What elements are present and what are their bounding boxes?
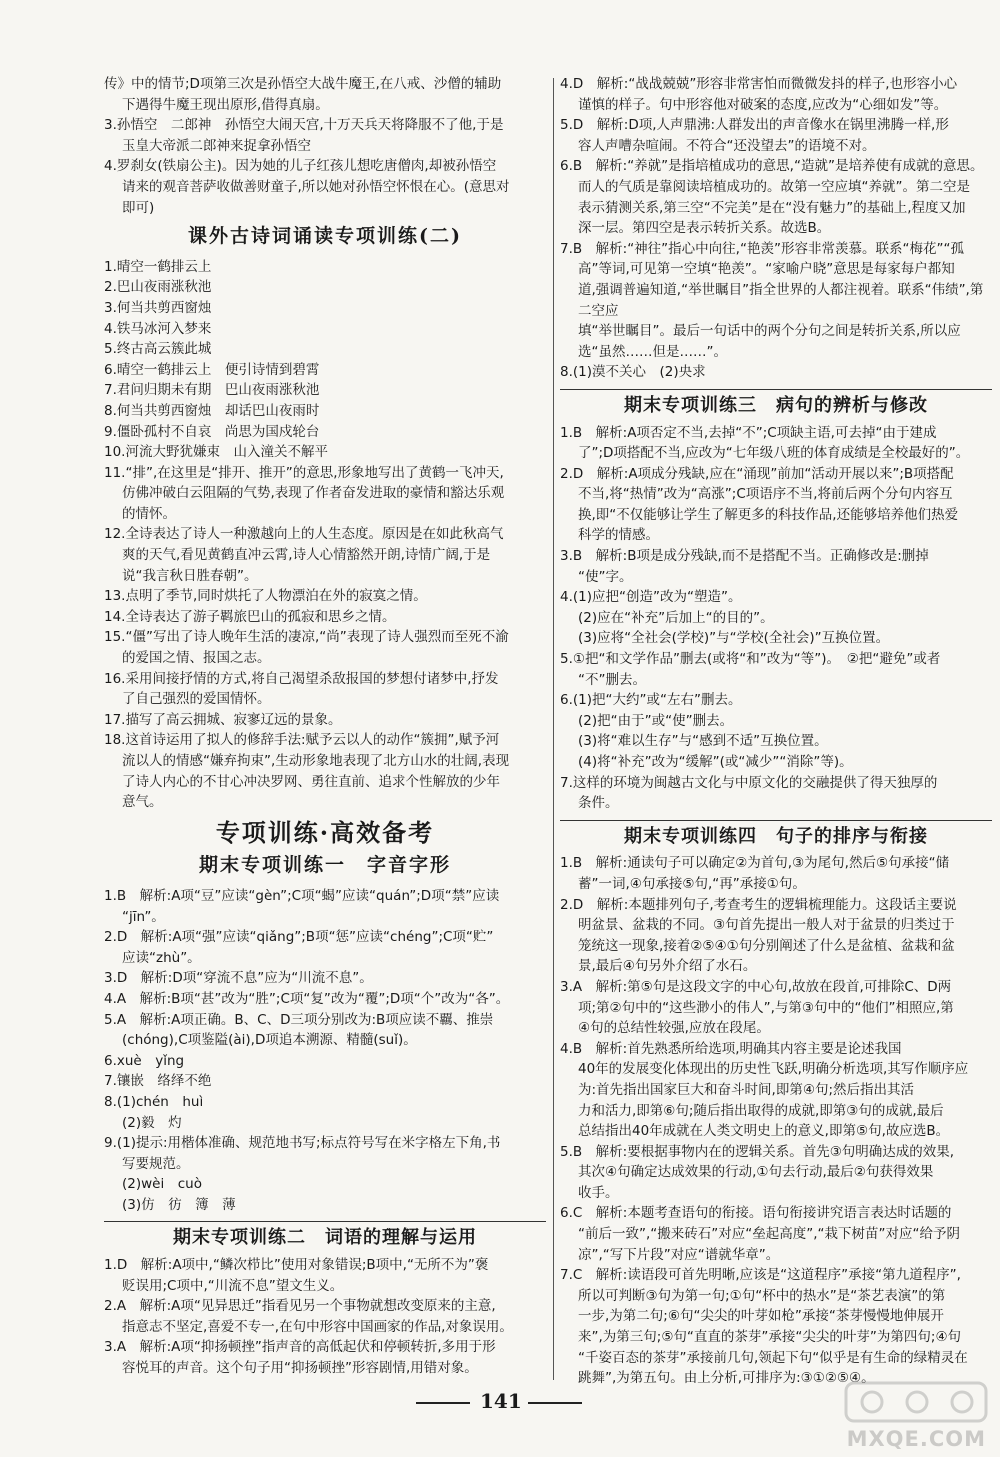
answer-line: 即可) [122,199,155,216]
answer-line: (2)wèi cuò [122,1176,202,1193]
answer-line: 5.A 解析:A项正确。B、C、D三项分别改为:B项应读不覊、推崇 [104,1011,494,1028]
page-number: 141 [480,1389,522,1413]
answer-line: (2)应在“补充”后加上“的目的”。 [578,609,774,626]
answer-item [104,380,546,401]
answer-line: 道,强调普遍知道,“举世瞩目”指全世界的人都注视着。联系“伟绩”,第二空应 [578,281,984,319]
answer-item [560,74,992,115]
answer-item [560,362,992,383]
answer-item [560,853,992,894]
answer-line: 8.何当共剪西窗烛 却话巴山夜雨时 [104,402,320,419]
answer-line: 3.A 解析:第⑤句是这段文字的中心句,故放在段首,可排除C、D两 [560,978,952,995]
answer-line: 明盆景、盆栽的不同。③句首先提出一般人对于盆景的归类过于 [578,917,955,934]
answer-line: 了自己强烈的爱国情怀。 [122,691,271,708]
answer-line: 爽的天气,看见黄鹤直冲云霄,诗人心情豁然开朗,诗情广阔,于是 [122,547,491,564]
answer-item [104,442,546,463]
answer-line: 3.A 解析:A项“抑扬顿挫”指声音的高低起伏和停顿转折,多用于形 [104,1339,496,1356]
answer-item [104,968,546,989]
answer-item [560,239,992,363]
answer-line: 的爱国之情、报国之志。 [122,650,271,667]
answer-item [560,546,992,587]
answer-line: 来”,为第三句;⑤句“直直的茶芽”承接“尖尖的叶芽”为第四句;④句 [578,1329,962,1346]
answer-line: 2.A 解析:A项“见异思迁”指看见另一个事物就想改变原来的主意, [104,1298,496,1315]
answer-line: 3.B 解析:B项是成分残缺,而不是搭配不当。正确修改是:删掉 [560,548,929,565]
answer-line: 4.D 解析:“战战兢兢”形容非常害怕而微微发抖的样子,也形容小心 [560,76,958,92]
answer-item [104,927,546,968]
answer-item [560,1142,992,1204]
answer-item [104,669,546,710]
answer-line: 力和活力,即第⑥句;随后指出取得的成就,即第③句的成就,最后 [578,1102,944,1119]
answer-line: 7.B 解析:“神往”指心中向往,“艳羡”形容非常羡慕。联系“梅花”“孤 [560,240,964,257]
answer-line: 7.这样的环境为闽越古文化与中原文化的交融提供了得天独厚的 [560,774,938,791]
answer-line: 12.全诗表达了诗人一种激越向上的人生态度。原因是在如此秋高气 [104,526,504,543]
answer-item [560,423,992,464]
answer-line: 17.描写了高云拥城、寂寥辽远的景象。 [104,711,342,728]
watermark-text: MXQE.COM [846,1427,986,1451]
answer-line: 指意志不坚定,喜爱不专一,在句中形容中国画家的作品,对象误用。 [122,1318,513,1335]
answer-item [104,586,546,607]
answer-line: 仿佛冲破白云阻隔的气势,表现了作者奋发进取的豪情和豁达乐观 [122,485,505,502]
answer-line: 深一层。第四空是表示转折关系。故选B。 [578,220,831,237]
answer-line: 16.采用间接抒情的方式,将自己渴望杀敌报国的梦想付诸梦中,抒发 [104,670,499,687]
answer-line: 4.铁马冰河入梦来 [104,320,212,337]
answer-item [104,360,546,381]
answer-item [560,690,992,772]
answer-item [104,115,546,156]
answer-line: 表示猜测关系,第三空“不完美”是在“没有魅力”的基础上,程度又加 [578,199,966,216]
answer-item [104,1255,546,1296]
answer-line: 收手。 [578,1184,619,1201]
answer-line: 流以人的情感“嫌弃拘束”,生动形象地表现了北方山水的壮阔,表现 [122,753,510,769]
answer-line: 容悦耳的声音。这个句子用“抑扬顿挫”形容剧情,用错对象。 [122,1360,478,1377]
answer-item [104,298,546,319]
answer-line: 一步,为第二句;⑥句“尖尖的叶芽如枪”承接“茶芽慢慢地伸展开 [578,1308,944,1325]
answer-line: 2.D 解析:本题排列句子,考查考生的逻辑梳理能力。这段话主要说 [560,896,957,913]
answer-item [560,464,992,546]
right-column [560,74,992,1389]
answer-line: 下遇得牛魔王现出原形,借得真扇。 [122,96,329,113]
pronunciation-items [104,886,546,1216]
answer-line: 6.B 解析:“养就”是指培植成功的意思,“造就”是培养使有成就的意思。 [560,158,984,175]
answer-line: 了”;D项搭配不当,应改为“七年级八班的体育成绩是全校最好的”。 [578,445,970,462]
answer-line: (4)将“补充”改为“缓解”(或“减少”“消除”等)。 [578,754,853,770]
answer-line: 选“虽然……但是……”。 [578,343,727,360]
answer-line: 6.晴空一鹤排云上 便引诗情到碧霄 [104,361,320,378]
answer-item [104,339,546,360]
answer-line: 3.孙悟空 二郎神 孙悟空大闹天宫,十万天兵天将降服不了他,于是 [104,117,504,134]
answer-line: 跳舞”,为第五句。由上分析,可排序为:③①②⑤④。 [578,1370,875,1387]
answer-line: 13.点明了季节,同时烘托了人物漂泊在外的寂寞之情。 [104,588,427,605]
answer-line: 7.C 解析:读语段可首先明晰,应该是“这道程序”承接“第九道程序”, [560,1267,961,1284]
answer-line: 写要规范。 [122,1155,190,1172]
answer-item [560,1203,992,1265]
answer-item [104,886,546,927]
answer-line: 8.(1)chén huì [104,1093,204,1110]
answer-line: 5.终古高云簇此城 [104,341,212,358]
answer-line: 14.全诗表达了游子羁旅巴山的孤寂和思乡之情。 [104,608,396,625]
answer-line: 1.D 解析:A项中,“鳞次栉比”使用对象错误;B项中,“无所不为”褒 [104,1257,489,1274]
answer-line: 高”等词,可见第一空填“艳羡”。“家喻户晓”意思是每家每户都知 [578,261,955,278]
section-title-vocabulary: 期末专项训练二 词语的理解与运用 [104,1221,546,1249]
answer-line: 的情怀。 [122,505,176,522]
answer-line: 玉皇大帝派二郎神来捉拿孙悟空 [122,137,311,154]
answer-line: (chóng),C项鉴隘(ài),D项追本溯源、精髓(suǐ)。 [122,1032,417,1049]
answer-item [560,115,992,156]
watermark-logo-icon [842,1377,992,1427]
answer-item [104,730,546,812]
answer-line: 谨慎的样子。句中形容他对破案的态度,应改为“心细如发”等。 [578,96,948,113]
answer-item [560,587,992,649]
answer-item [104,277,546,298]
poem-items [104,257,546,813]
answer-line: 景,最后④句另外介绍了水石。 [578,958,757,975]
left-column [104,74,546,1379]
page-number-rule-left [416,1402,470,1404]
answer-line: 条件。 [578,795,619,812]
answer-line: 3.何当共剪西窗烛 [104,299,212,316]
answer-line: 1.B 解析:A项否定不当,去掉“不”;C项缺主语,可去掉“由于建成 [560,424,937,441]
answer-item [104,989,546,1010]
section-title-poetry: 课外古诗词诵读专项训练(二) [188,225,462,248]
answer-line: 填“举世瞩目”。最后一句话中的两个分句之间是转折关系,所以应 [578,323,961,340]
answer-line: 6.xuè yǐng [104,1052,185,1069]
answer-item [560,156,992,238]
answer-line: “jīn”。 [122,908,165,925]
answer-line: 11.“排”,在这里是“排开、推开”的意思,形象地写出了黄鹤一飞冲天, [104,464,504,481]
answer-item [104,1092,546,1133]
answer-line: 2.D 解析:A项“强”应读“qiǎng”;B项“惩”应读“chéng”;C项“贮” [104,929,494,946]
answer-line: 说“我言秋日胜春朝”。 [122,567,258,584]
answer-line: 9.僵卧孤村不自哀 尚思为国戍轮台 [104,423,320,440]
answer-item [560,895,992,977]
answer-line: 6.(1)把“大约”或“左右”删去。 [560,692,742,709]
answer-line: 意气。 [122,794,163,811]
answer-item [104,524,546,586]
answer-line: 换,即“不仅能够让学生了解更多的科技作品,还能够培养他们热爱 [578,506,959,523]
section-title-sentence-order: 期末专项训练四 句子的排序与衔接 [560,820,992,848]
answer-line: 3.D 解析:D项“穿流不息”应为“川流不息”。 [104,970,373,987]
answer-item [104,710,546,731]
answer-line: 笼统这一现象,接着②⑤④①句分别阐述了什么是盆植、盆栽和盆 [578,937,955,954]
answer-line: 2.巴山夜雨涨秋池 [104,279,212,296]
answer-line: 1.B 解析:A项“豆”应读“gèn”;C项“蝎”应读“quán”;D项“禁”应读 [104,887,500,904]
answer-line: 8.(1)漠不关心 (2)央求 [560,364,706,381]
answer-item [104,607,546,628]
answer-line: 凉”,“写下片段”对应“谱就华章”。 [578,1246,780,1263]
vocabulary-items [104,1255,546,1379]
answer-item [560,649,992,690]
answer-line: 18.这首诗运用了拟人的修辞手法:赋予云以人的动作“簇拥”,赋予河 [104,732,500,749]
answer-line: 9.(1)提示:用楷体准确、规范地书写;标点符号写在米字格左下角,书 [104,1135,501,1152]
answer-line: “使”字。 [578,568,633,585]
answer-line: 5.B 解析:要根据事物内在的逻辑关系。首先③句明确达成的效果, [560,1143,955,1160]
answer-line: 5.①把“和文学作品”删去(或将“和”改为“等”)。 ②把“避免”或者 [560,651,941,668]
answer-item [104,422,546,443]
answer-item [104,156,546,218]
answer-line: 请来的观音菩萨收做善财童子,所以她对孙悟空怀恨在心。(意思对 [122,178,510,195]
section-title-sentence-errors: 期末专项训练三 病句的辨析与修改 [560,389,992,417]
answer-line: 4.(1)应把“创造”改为“塑造”。 [560,589,742,606]
answer-line: 不当,将“热情”改为“高涨”;C项语序不当,将前后两个分句内容互 [578,486,953,503]
answer-line: 1.B 解析:通读句子可以确定②为首句,③为尾句,然后⑤句承接“储 [560,855,950,872]
sentence-order-items [560,853,992,1388]
answer-item [560,1039,992,1142]
answer-line: “千姿百态的茶芽”承接前几句,领起下句“似乎是有生命的绿精灵在 [578,1349,968,1366]
answer-line: 1.晴空一鹤排云上 [104,258,212,275]
answer-line: 15.“僵”写出了诗人晚年生活的凄凉,“尚”表现了诗人强烈而至死不渝 [104,629,509,646]
watermark [842,1377,992,1451]
answer-line: 了诗人内心的不甘心冲决罗网、勇往直前、追求个性解放的少年 [122,773,500,790]
answer-item [104,257,546,278]
answer-item [104,401,546,422]
answer-item [560,773,992,814]
answer-line: 6.C 解析:本题考查语句的衔接。语句衔接讲究语言表达时话题的 [560,1205,952,1222]
answer-line: 应读“zhù”。 [122,949,201,966]
answer-line: 4.A 解析:B项“甚”改为“胜”;C项“复”改为“覆”;D项“个”改为“各”。 [104,990,510,1007]
answer-line: 而人的气质是靠阅读培植成功的。故第一空应填“养就”。第二空是 [578,178,970,195]
answer-line: 7.君问归期未有期 巴山夜雨涨秋池 [104,382,320,399]
answer-line: 40年的发展变化体现出的历史性飞跃,明确分析选项,其写作顺序应 [578,1061,969,1078]
answer-line: 其次④句确定达成效果的行动,①句去行动,最后②句获得效果 [578,1164,934,1181]
answer-item [104,74,546,115]
answer-item [104,1010,546,1051]
answer-line: 科学的情感。 [578,527,659,544]
answer-item [104,1051,546,1072]
answer-item [104,627,546,668]
page-number-rule-right [528,1402,582,1404]
answer-line: 10.河流大野犹嫌束 山入潼关不解平 [104,444,328,461]
answer-line: 所以可判断③句为第一句;①句“杯中的热水”是“茶艺表演”的第 [578,1287,946,1304]
answer-item [560,977,992,1039]
answer-line: (3)将“难以生存”与“感到不适”互换位置。 [578,733,828,750]
answer-item [104,463,546,525]
answer-line: “前后一致”,“搬来砖石”对应“垒起高度”,“栽下树苗”对应“给予阴 [578,1226,961,1243]
left-pre-items [104,74,546,218]
answer-line: 2.D 解析:A项成分残缺,应在“涌现”前加“活动开展以来”;B项搭配 [560,465,954,482]
answer-item [104,1296,546,1337]
answer-line: (2)把“由于”或“使”删去。 [578,712,734,729]
section-title-pronunciation: 期末专项训练一 字音字形 [198,854,451,877]
answer-line: 项;第②句中的“这些渺小的伟人”,与第③句中的“他们”相照应,第 [578,999,954,1016]
answer-line: (2)毅 灼 [122,1114,182,1131]
answer-line: 传》中的情节;D项第三次是孙悟空大战牛魔王,在八戒、沙僧的辅助 [104,76,502,92]
answer-line: (3)仿 彷 簿 薄 [122,1196,236,1213]
answer-item [560,1265,992,1389]
answer-line: (3)应将“全社会(学校)”与“学校(全社会)”互换位置。 [578,630,890,647]
answer-line: 4.B 解析:首先熟悉所给选项,明确其内容主要是论述我国 [560,1040,902,1057]
answer-item [104,1071,546,1092]
sentence-error-items [560,423,992,814]
answer-line: 总结指出40年成就在人类文明史上的意义,即第⑤句,故应选B。 [578,1123,950,1140]
answer-line: 蓄”一词,④句承接⑤句,“再”承接①句。 [578,875,806,892]
column-divider [553,78,554,1380]
answer-line: 容人声嘈杂喧闹。不符合“还没望去”的语境不对。 [578,137,876,154]
answer-line: 为:首先指出国家巨大和奋斗时间,即第④句;然后指出其活 [578,1081,914,1098]
answer-line: ④句的总结性较强,应放在段尾。 [578,1020,770,1037]
right-pre-items [560,74,992,383]
answer-line: 贬误用;C项中,“川流不息”望文生义。 [122,1277,344,1294]
answer-item [104,319,546,340]
answer-line: 7.镶嵌 络绎不绝 [104,1073,212,1090]
answer-line: “不”删去。 [578,671,646,688]
answer-item [104,1337,546,1378]
big-title: 专项训练·高效备考 [215,817,435,847]
answer-line: 4.罗刹女(铁扇公主)。因为她的儿子红孩儿想吃唐僧肉,却被孙悟空 [104,158,497,175]
answer-line: 5.D 解析:D项,人声鼎沸:人群发出的声音像水在锅里沸腾一样,形 [560,117,949,134]
answer-item [104,1133,546,1215]
